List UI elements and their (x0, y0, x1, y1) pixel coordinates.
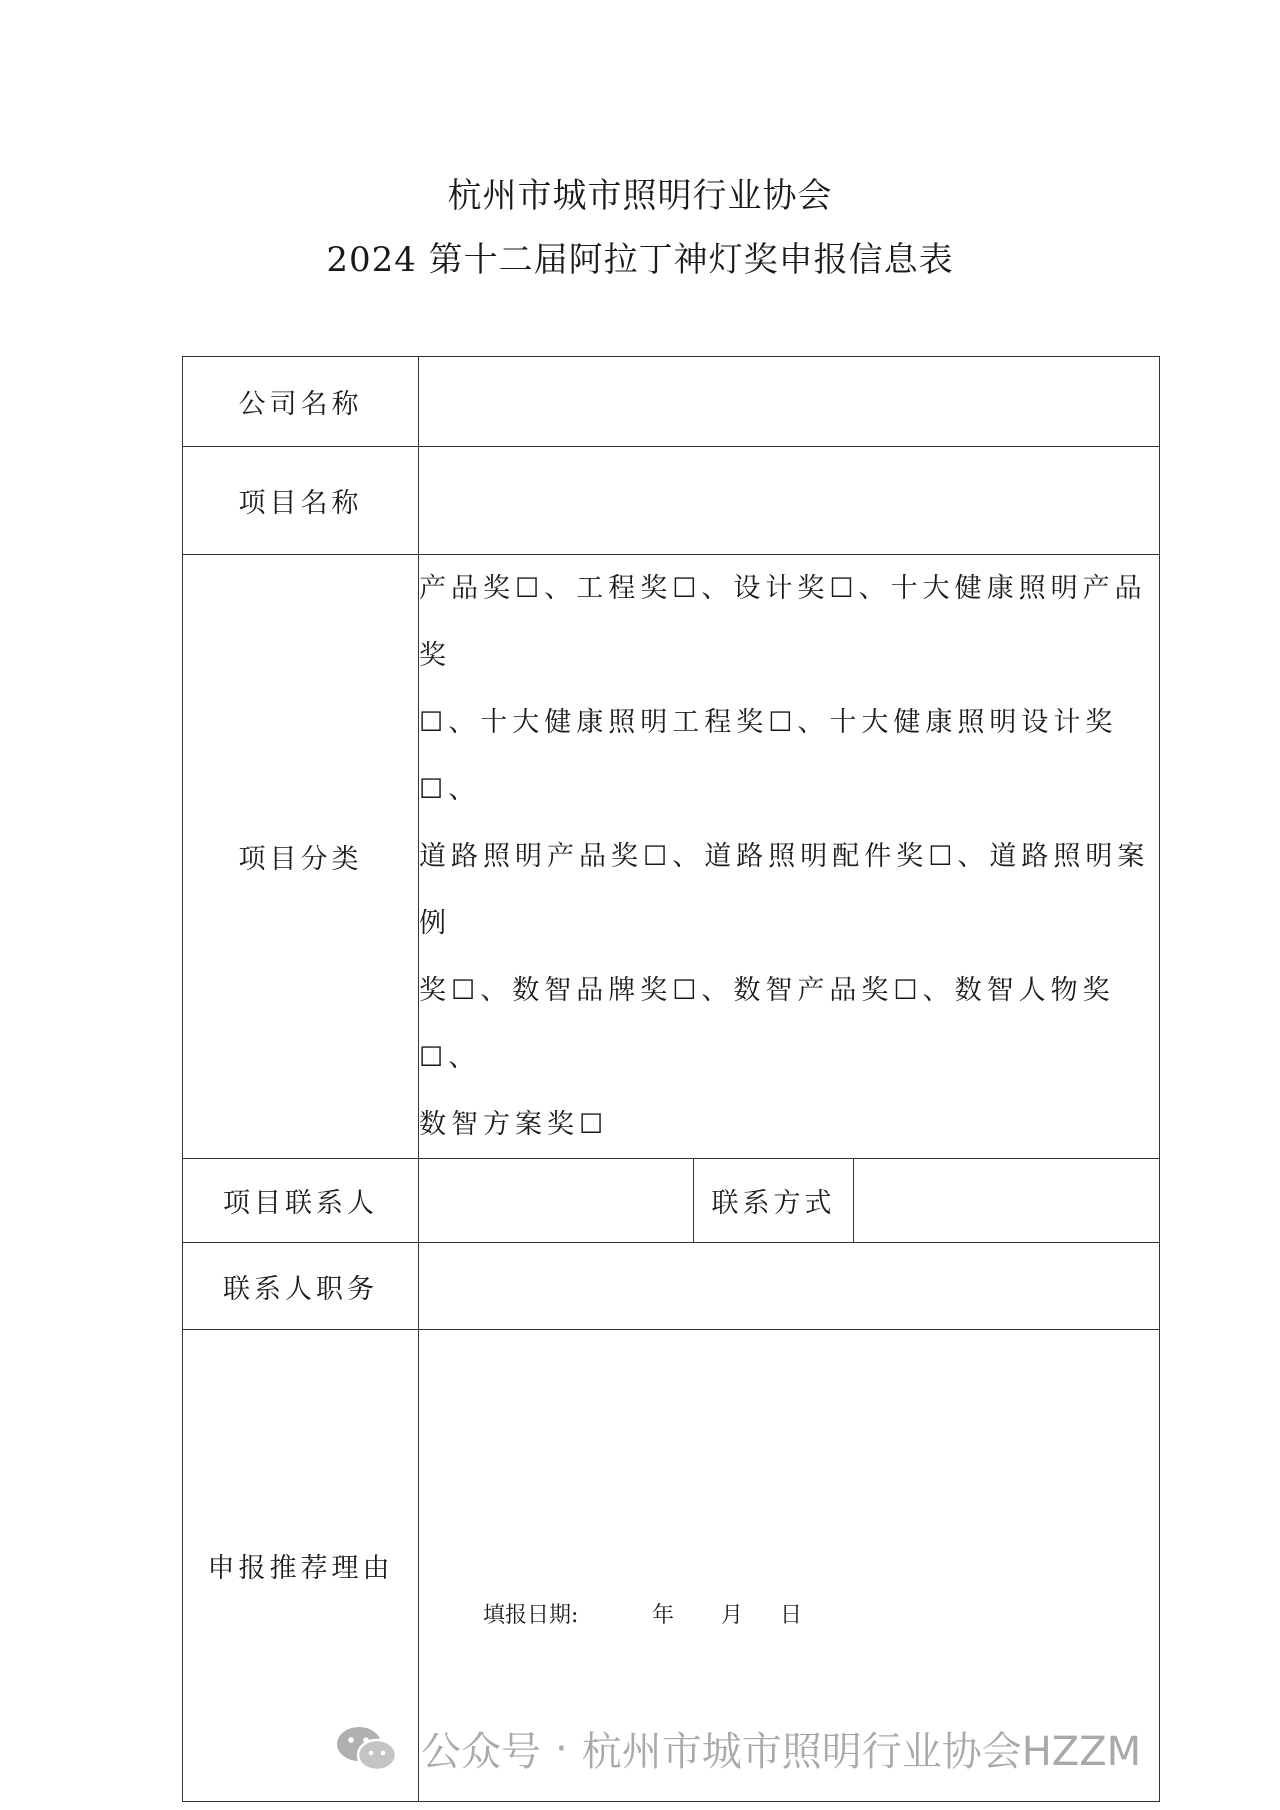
category-line[interactable]: 奖☐、数智品牌奖☐、数智产品奖☐、数智人物奖☐、 (419, 975, 1115, 1073)
date-day: 日 (780, 1603, 803, 1628)
row-company-name (183, 357, 1160, 447)
project-name-label: 项目名称 (183, 447, 419, 555)
row-contact (183, 1159, 1160, 1243)
date-label: 填报日期: (483, 1603, 579, 1628)
contact-person-field[interactable] (419, 1159, 694, 1243)
page-subtitle: 2024 第十二届阿拉丁神灯奖申报信息表 (326, 240, 954, 280)
contact-title-field[interactable] (419, 1243, 1160, 1330)
row-contact-title (183, 1243, 1160, 1330)
reason-label: 申报推荐理由 (183, 1330, 419, 1802)
date-month: 月 (721, 1603, 744, 1628)
contact-method-field[interactable] (854, 1159, 1160, 1243)
date-year: 年 (652, 1603, 675, 1628)
category-line[interactable]: 产品奖☐、工程奖☐、设计奖☐、十大健康照明产品奖 (419, 573, 1147, 671)
watermark-prefix: 公众号 (421, 1729, 541, 1775)
project-category-options[interactable] (419, 555, 1160, 1159)
contact-title-label: 联系人职务 (183, 1243, 419, 1330)
company-name-label: 公司名称 (183, 357, 419, 447)
project-category-label: 项目分类 (183, 555, 419, 1159)
wechat-icon (335, 1724, 399, 1774)
application-form-table (182, 356, 1160, 1802)
company-name-field[interactable] (419, 357, 1160, 447)
watermark-dot: · (555, 1725, 568, 1772)
category-line[interactable]: 道路照明产品奖☐、道路照明配件奖☐、道路照明案例 (419, 841, 1150, 939)
category-line[interactable]: 数智方案奖☐ (419, 1109, 609, 1140)
page-title: 杭州市城市照明行业协会 (447, 176, 833, 216)
row-project-name (183, 447, 1160, 555)
project-name-field[interactable] (419, 447, 1160, 555)
category-line[interactable]: ☐、十大健康照明工程奖☐、十大健康照明设计奖☐、 (419, 707, 1118, 805)
watermark (335, 1720, 1141, 1777)
watermark-name: 杭州市城市照明行业协会HZZM (581, 1729, 1142, 1775)
contact-method-label: 联系方式 (694, 1159, 854, 1243)
row-project-category (183, 555, 1160, 1159)
contact-person-label: 项目联系人 (183, 1159, 419, 1243)
